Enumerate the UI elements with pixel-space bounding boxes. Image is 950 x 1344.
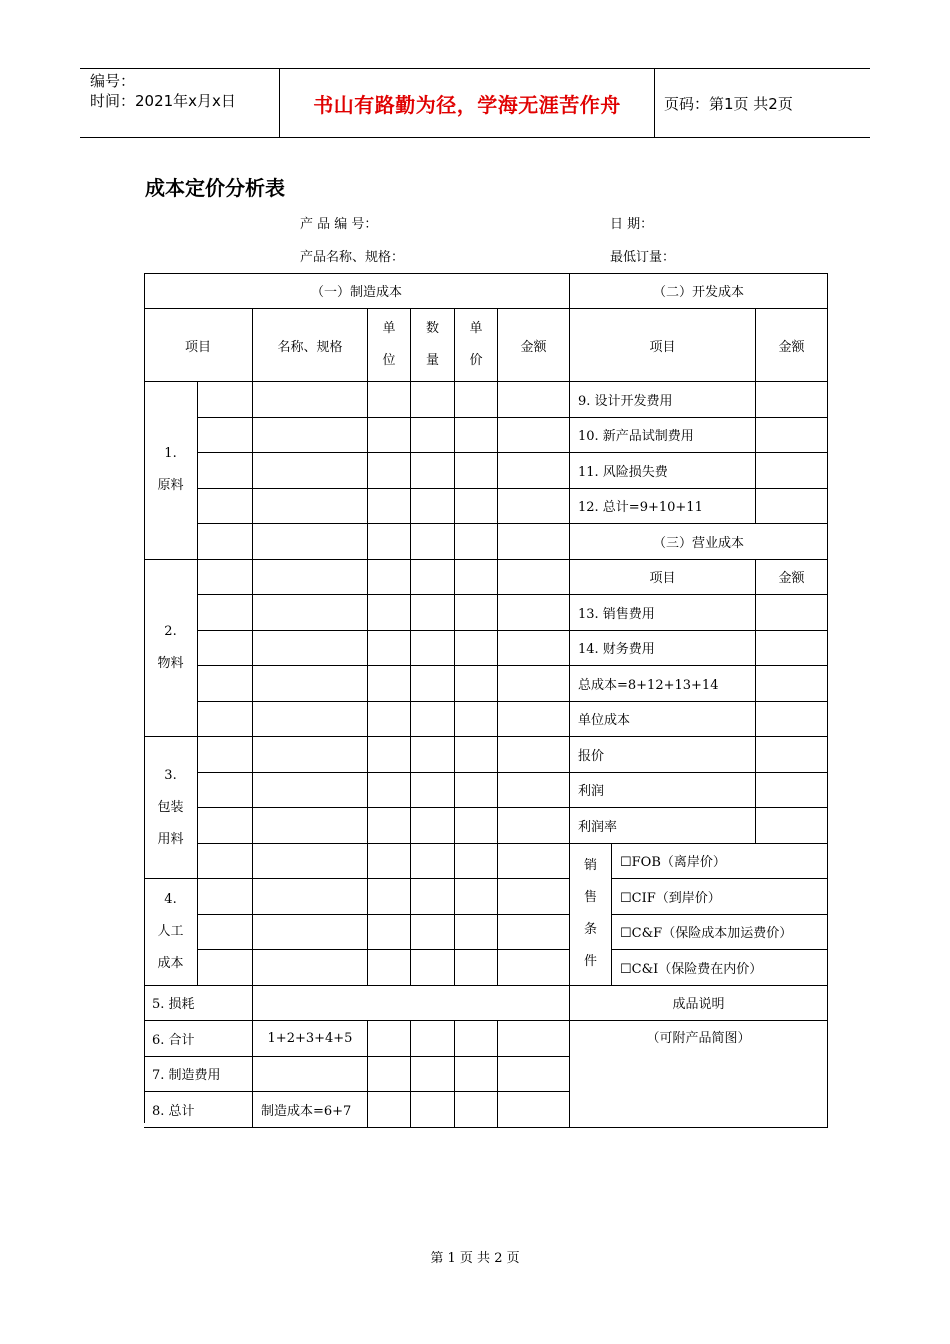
cell-line: 2. <box>164 623 177 639</box>
empty-cell <box>253 382 368 418</box>
empty-cell <box>411 1092 455 1128</box>
empty-cell <box>455 1057 498 1093</box>
empty-cell <box>411 595 455 631</box>
empty-cell <box>198 524 253 560</box>
product-no-label: 产 品 编 号： <box>300 217 378 232</box>
group-supplies <box>144 560 198 738</box>
empty-cell <box>253 950 368 986</box>
empty-cell <box>368 737 411 773</box>
empty-cell <box>198 844 253 880</box>
empty-cell <box>253 844 368 880</box>
empty-cell <box>253 524 368 560</box>
empty-cell <box>498 418 570 454</box>
empty-cell <box>198 418 253 454</box>
empty-cell <box>198 737 253 773</box>
empty-cell <box>411 489 455 525</box>
cell-line: 单 <box>469 321 483 336</box>
row-subtotal-formula: 1+2+3+4+5 <box>253 1021 368 1057</box>
empty-cell <box>498 1021 570 1057</box>
row-manufacturing-expense-formula <box>253 1057 368 1093</box>
empty-cell <box>756 382 828 418</box>
empty-cell <box>498 915 570 951</box>
cell-line: 件 <box>583 954 597 969</box>
empty-cell <box>198 666 253 702</box>
op-sales-cost-label: 13. 销售费用 <box>570 595 756 631</box>
empty-cell <box>455 418 498 454</box>
quote-label: 报价 <box>570 737 756 773</box>
header-amount: 金额 <box>498 309 570 382</box>
empty-cell <box>368 595 411 631</box>
empty-cell <box>411 808 455 844</box>
cell-line: 3. <box>164 767 177 783</box>
product-sketch-area <box>570 1021 828 1128</box>
term-ci: ☐C&I（保险费在内价） <box>612 950 828 986</box>
header-amount-3: 金额 <box>756 560 828 596</box>
cell-line: 4. <box>164 891 177 907</box>
group-packaging <box>144 737 198 879</box>
empty-cell <box>455 524 498 560</box>
cell-line: 价 <box>469 353 483 368</box>
empty-cell <box>411 560 455 596</box>
profit-label: 利润 <box>570 773 756 809</box>
empty-cell <box>455 808 498 844</box>
dev-total-label: 12. 总计=9+10+11 <box>570 489 756 525</box>
empty-cell <box>455 737 498 773</box>
empty-cell <box>455 595 498 631</box>
term-cf: ☐C&F（保险成本加运费价） <box>612 915 828 951</box>
op-finance-cost-label: 14. 财务费用 <box>570 631 756 667</box>
empty-cell <box>253 986 570 1022</box>
cell-line: 人工 <box>157 923 184 939</box>
empty-cell <box>411 418 455 454</box>
empty-cell <box>198 702 253 738</box>
empty-cell <box>756 418 828 454</box>
empty-cell <box>253 773 368 809</box>
empty-cell <box>756 666 828 702</box>
empty-cell <box>368 773 411 809</box>
empty-cell <box>198 950 253 986</box>
empty-cell <box>368 1092 411 1128</box>
empty-cell <box>455 560 498 596</box>
empty-cell <box>411 737 455 773</box>
empty-cell <box>198 382 253 418</box>
header-unit <box>368 309 411 382</box>
header-name-spec: 名称、规格 <box>253 309 368 382</box>
empty-cell <box>368 915 411 951</box>
header-item-3: 项目 <box>570 560 756 596</box>
document-header <box>80 68 870 138</box>
row-manufacturing-expense-label: 7. 制造费用 <box>144 1057 253 1093</box>
empty-cell <box>498 524 570 560</box>
empty-cell <box>455 915 498 951</box>
cell-line: 1. <box>164 446 177 462</box>
header-amount-2: 金额 <box>756 309 828 382</box>
cell-line: 包装 <box>157 799 184 815</box>
empty-cell <box>253 915 368 951</box>
row-total-formula: 制造成本=6+7 <box>253 1092 368 1128</box>
cell-line: 位 <box>382 353 396 368</box>
empty-cell <box>253 808 368 844</box>
empty-cell <box>411 1057 455 1093</box>
empty-cell <box>411 950 455 986</box>
header-info-cell <box>80 69 280 137</box>
empty-cell <box>455 453 498 489</box>
dev-risk-cost-label: 11. 风险损失费 <box>570 453 756 489</box>
empty-cell <box>498 1092 570 1128</box>
empty-cell <box>411 879 455 915</box>
empty-cell <box>498 666 570 702</box>
cell-line: 量 <box>425 353 439 368</box>
empty-cell <box>368 453 411 489</box>
empty-cell <box>253 666 368 702</box>
empty-cell <box>498 737 570 773</box>
empty-cell <box>455 773 498 809</box>
product-name-label: 产品名称、规格： <box>300 250 405 265</box>
slogan: 书山有路勤为径，学海无涯苦作舟 <box>280 69 655 137</box>
empty-cell <box>253 879 368 915</box>
empty-cell <box>455 950 498 986</box>
header-unit-price <box>455 309 498 382</box>
empty-cell <box>368 489 411 525</box>
empty-cell <box>455 844 498 880</box>
empty-cell <box>198 631 253 667</box>
cell-line: 用料 <box>157 831 184 847</box>
section-development-title: （二）开发成本 <box>570 273 828 309</box>
total-cost-label: 总成本=8+12+13+14 <box>570 666 756 702</box>
empty-cell <box>455 489 498 525</box>
dev-design-cost-label: 9. 设计开发费用 <box>570 382 756 418</box>
empty-cell <box>756 808 828 844</box>
empty-cell <box>411 524 455 560</box>
empty-cell <box>253 595 368 631</box>
date-label: 日 期： <box>610 217 654 232</box>
empty-cell <box>368 808 411 844</box>
empty-cell <box>411 453 455 489</box>
empty-cell <box>756 453 828 489</box>
empty-cell <box>368 702 411 738</box>
time-label: 时间：2021年x月x日 <box>90 92 236 110</box>
empty-cell <box>253 489 368 525</box>
empty-cell <box>368 631 411 667</box>
group-raw-material <box>144 382 198 560</box>
product-desc-header: 成品说明 <box>570 986 828 1022</box>
row-subtotal-label: 6. 合计 <box>144 1021 253 1057</box>
page-title: 成本定价分析表 <box>145 176 285 200</box>
empty-cell <box>498 595 570 631</box>
min-order-label: 最低订量： <box>610 250 676 265</box>
cell-line: 成本 <box>157 955 184 971</box>
empty-cell <box>756 631 828 667</box>
empty-cell <box>411 1021 455 1057</box>
empty-cell <box>368 879 411 915</box>
empty-cell <box>411 773 455 809</box>
empty-cell <box>455 1092 498 1128</box>
empty-cell <box>198 560 253 596</box>
empty-cell <box>253 560 368 596</box>
cell-line: 单 <box>382 321 396 336</box>
empty-cell <box>498 702 570 738</box>
empty-cell <box>498 879 570 915</box>
empty-cell <box>498 489 570 525</box>
empty-cell <box>411 631 455 667</box>
empty-cell <box>498 773 570 809</box>
empty-cell <box>455 631 498 667</box>
empty-cell <box>198 453 253 489</box>
cell-line: 条 <box>583 922 597 937</box>
attach-note: （可附产品简图） <box>646 1031 751 1046</box>
empty-cell <box>368 1021 411 1057</box>
page-info: 页码：第1页 共2页 <box>664 94 793 113</box>
term-cif: ☐CIF（到岸价） <box>612 879 828 915</box>
empty-cell <box>498 1057 570 1093</box>
empty-cell <box>368 418 411 454</box>
empty-cell <box>455 879 498 915</box>
empty-cell <box>368 666 411 702</box>
empty-cell <box>368 524 411 560</box>
empty-cell <box>368 950 411 986</box>
empty-cell <box>368 382 411 418</box>
empty-cell <box>368 560 411 596</box>
empty-cell <box>756 773 828 809</box>
cost-pricing-table <box>144 273 828 1123</box>
empty-cell <box>368 1057 411 1093</box>
empty-cell <box>198 595 253 631</box>
header-quantity <box>411 309 455 382</box>
page-footer: 第 1 页 共 2 页 <box>430 1251 520 1266</box>
cell-line: 销 <box>583 858 597 873</box>
empty-cell <box>253 631 368 667</box>
empty-cell <box>455 1021 498 1057</box>
empty-cell <box>498 808 570 844</box>
profit-rate-label: 利润率 <box>570 808 756 844</box>
empty-cell <box>411 844 455 880</box>
empty-cell <box>198 808 253 844</box>
empty-cell <box>455 702 498 738</box>
term-fob: ☐FOB（离岸价） <box>612 844 828 880</box>
empty-cell <box>498 631 570 667</box>
empty-cell <box>198 879 253 915</box>
group-labor <box>144 879 198 986</box>
row-loss-label: 5. 损耗 <box>144 986 253 1022</box>
empty-cell <box>253 418 368 454</box>
empty-cell <box>411 702 455 738</box>
empty-cell <box>756 737 828 773</box>
empty-cell <box>253 702 368 738</box>
cell-line: 物料 <box>157 655 184 671</box>
header-item: 项目 <box>144 309 253 382</box>
cell-line: 原料 <box>157 478 184 494</box>
number-label: 编号： <box>90 72 136 90</box>
empty-cell <box>498 453 570 489</box>
cell-line: 数 <box>425 321 439 336</box>
empty-cell <box>455 382 498 418</box>
section-manufacturing-title: （一）制造成本 <box>144 273 570 309</box>
cell-line: 售 <box>583 890 597 905</box>
dev-trial-cost-label: 10. 新产品试制费用 <box>570 418 756 454</box>
empty-cell <box>253 453 368 489</box>
empty-cell <box>198 489 253 525</box>
empty-cell <box>368 844 411 880</box>
empty-cell <box>411 915 455 951</box>
empty-cell <box>198 915 253 951</box>
section-operating-title: （三）营业成本 <box>570 524 828 560</box>
header-item-2: 项目 <box>570 309 756 382</box>
empty-cell <box>253 737 368 773</box>
sales-terms-label <box>570 844 612 986</box>
empty-cell <box>498 560 570 596</box>
empty-cell <box>498 950 570 986</box>
unit-cost-label: 单位成本 <box>570 702 756 738</box>
empty-cell <box>198 773 253 809</box>
empty-cell <box>455 666 498 702</box>
empty-cell <box>756 702 828 738</box>
empty-cell <box>411 666 455 702</box>
row-total-label: 8. 总计 <box>144 1092 253 1128</box>
empty-cell <box>498 844 570 880</box>
empty-cell <box>411 382 455 418</box>
empty-cell <box>498 382 570 418</box>
empty-cell <box>756 595 828 631</box>
empty-cell <box>756 489 828 525</box>
